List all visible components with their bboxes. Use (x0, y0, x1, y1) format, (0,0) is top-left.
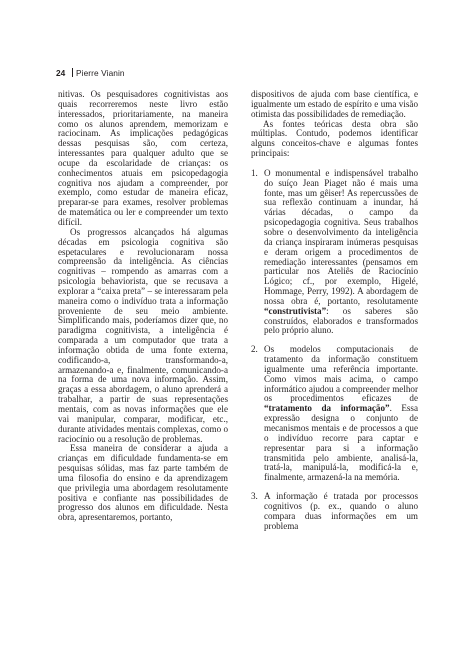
bold-term: “construtivista” (264, 305, 327, 316)
list-number: 1. (251, 167, 258, 178)
header-divider (72, 68, 73, 77)
list-text: . Essa expressão designa o conjunto de mecanismos mentais e de processos a que o indivíduo recorre para captar e representar para si a informação transmitida pelo ambiente, analisá-la, tratá-la, manipulá-la, modificá-la e, finalmente, armazená-la na memória. (264, 403, 418, 483)
list-text: Os modelos computacionais de tratamento da informação constituem igualmente uma referência importante. Como vimos mais acima, o campo informático ajudou a compreender melhor os procedimentos eficazes de (264, 344, 418, 404)
page-number: 24 (56, 68, 66, 78)
paragraph: dispositivos de ajuda com base científica, e igualmente um estado de espírito e uma visão otimista das possibilidades de remediação. (251, 89, 418, 119)
paragraph: As fontes teóricas desta obra são múltiplas. Contudo, podemos identificar alguns conceitos-chave e algumas fontes principais: (251, 118, 418, 159)
list-text: : os saberes são construídos, elaborados e transformados pelo próprio aluno. (264, 305, 418, 336)
list-text: A informação é tratada por processos cognitivos (p. ex., quando o aluno compara duas informações em um problema (264, 491, 418, 531)
running-header (56, 64, 416, 80)
paragraph: Essa maneira de considerar a ajuda a crianças em dificuldade fundamenta-se em pesquisas sólidas, mas faz parte também de uma filosofia do ensino e da aprendizagem que privilegia uma abordagem resolutamente positiva e confiante nas possibilidades de progresso dos alunos em dificuldade. Nesta obra, apresentaremos, portanto, (58, 443, 228, 523)
sources-list (251, 169, 418, 532)
paragraph: nitivas. Os pesquisadores cognitivistas aos quais recorreremos neste livro estão interessados, prioritariamente, na maneira como os alunos aprendem, memorizam e raciocinam. As implicações pedagógicas dessas pesquisas são, com certeza, interessantes para qualquer adulto que se ocupe da escolaridade de crianças: os conhecimentos atuais em psicopedagogia cognitiva nos ajudam a compreender, por exemplo, como estudar de maneira eficaz, preparar-se para exames, resolver problemas de matemática ou ler e compreender um texto difícil. (58, 89, 228, 227)
list-item (251, 492, 418, 531)
list-text: O monumental e indispensável trabalho do suíço Jean Piaget não é mais uma fonte, mas um gêiser! As repercussões de sua reflexão continuam a inundar, há várias décadas, o campo da psicopedagogia cognitiva. Seus trabalhos sobre o desenvolvimento da inteligência da criança inspiraram inúmeras pesquisas e deram origem a procedimentos de remediação interessantes (pensamos em particular nos Ateliês de Raciocínio Lógico; cf., por exemplo, Higelé, Hommage, Perry, 1992). A abordagem de nossa obra é, portanto, resolutamente (264, 167, 418, 306)
list-number: 3. (251, 491, 258, 502)
author-name: Pierre Vianin (76, 68, 125, 78)
bold-term: “tratamento da informação” (264, 403, 390, 414)
left-column (58, 90, 228, 523)
list-item (251, 169, 418, 336)
paragraph: Os progressos alcançados há algumas décadas em psicologia cognitiva são espetaculares e revolucionaram nossa compreensão da inteligência. As ciências cognitivas – rompendo as amarras com a psicologia behaviorista, que se recusava a explorar a “caixa preta” – se interessaram pela maneira como o indivíduo trata a informação proveniente de seu meio ambiente. Simplificando mais, poderíamos dizer que, no paradigma cognitivista, a inteligência é comparada a um computador que trata a informação obtida de uma fonte externa, codificando-a, transformando-a, armazenando-a e, finalmente, comunicando-a na forma de uma nova informação. Assim, graças a essa abordagem, o aluno aprenderá a trabalhar, a partir de suas representações mentais, com as novas informações que ele vai manipular, comparar, modificar, etc., durante atividades mentais complexas, como o raciocínio ou a resolução de problemas. (58, 226, 228, 444)
right-column (251, 90, 418, 531)
list-number: 2. (251, 344, 258, 355)
list-item (251, 345, 418, 483)
